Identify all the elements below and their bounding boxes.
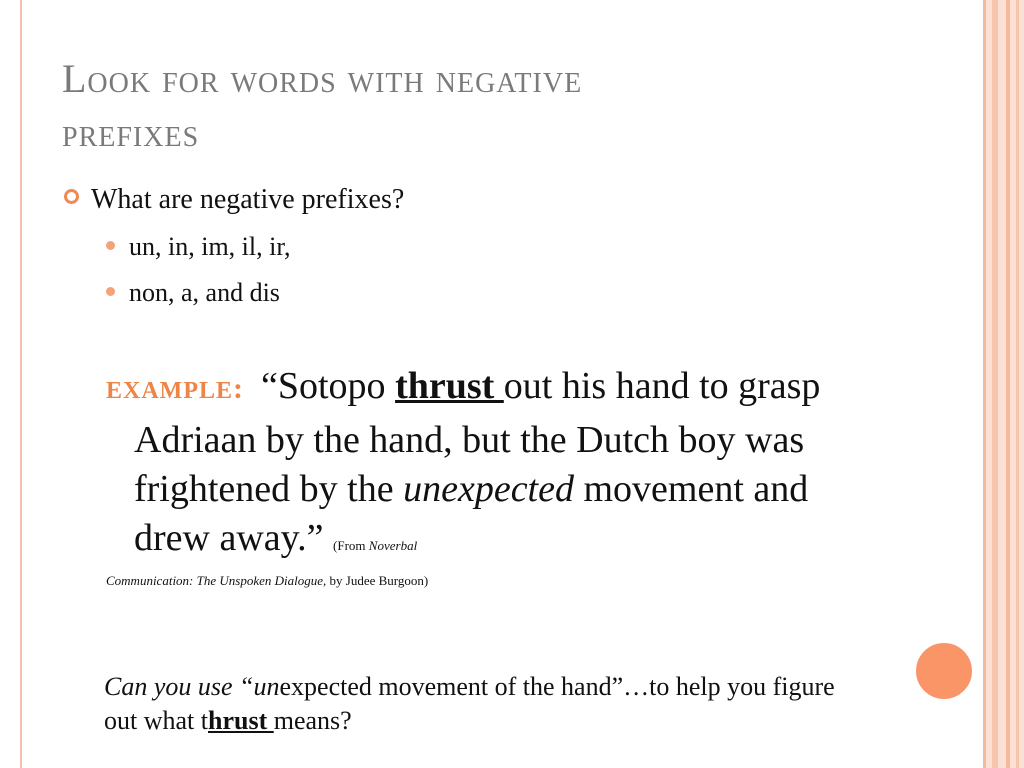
decorative-stripe xyxy=(992,0,998,768)
citation xyxy=(106,572,884,589)
title-line-1: Look for words with negative xyxy=(62,56,583,101)
citation-prefix: (From xyxy=(333,538,369,553)
left-border-line xyxy=(20,0,22,768)
citation-title-b: Communication: The Unspoken Dialogue, xyxy=(106,573,327,588)
example-label: EXAMPLE xyxy=(106,378,233,404)
keyword-thrust: thrust xyxy=(395,365,504,407)
question-italic: Can you use “ xyxy=(104,672,254,701)
ring-bullet-icon xyxy=(64,189,79,204)
dot-bullet-icon xyxy=(106,241,115,250)
slide-title xyxy=(62,52,762,160)
question-body: expected movement of the hand”…to help you figure out what t xyxy=(104,672,835,735)
question-keyword: hrust xyxy=(208,706,274,735)
question-text xyxy=(104,670,864,738)
bullet-level-1 xyxy=(64,184,404,216)
decorative-circle xyxy=(913,640,975,702)
decorative-stripe xyxy=(983,0,986,768)
decorative-stripe xyxy=(1016,0,1019,768)
bullet-text: What are negative prefixes? xyxy=(91,184,405,215)
bullet-text: un, in, im, il, ir, xyxy=(129,232,291,261)
quote-text: “Sotopo xyxy=(261,365,396,407)
bullet-level-2 xyxy=(106,278,280,308)
quote-text: movement and drew away.” xyxy=(134,468,809,559)
keyword-unexpected: unexpected xyxy=(403,468,574,510)
bullet-level-2 xyxy=(106,232,290,262)
citation-author: by Judee Burgoon) xyxy=(326,573,429,588)
dot-bullet-icon xyxy=(106,287,115,296)
bullet-text: non, a, and dis xyxy=(129,278,280,307)
title-line-2: prefixes xyxy=(62,110,200,155)
question-end: means? xyxy=(273,706,352,735)
citation-title-a: Noverbal xyxy=(368,538,418,553)
example-quote xyxy=(106,362,884,589)
example-colon: : xyxy=(233,372,243,405)
decorative-stripe xyxy=(1006,0,1010,768)
question-italic-prefix: un xyxy=(253,672,280,701)
quote-text: out his hand to grasp Adriaan by the hand, but the Dutch boy was frightened by the xyxy=(134,365,821,510)
